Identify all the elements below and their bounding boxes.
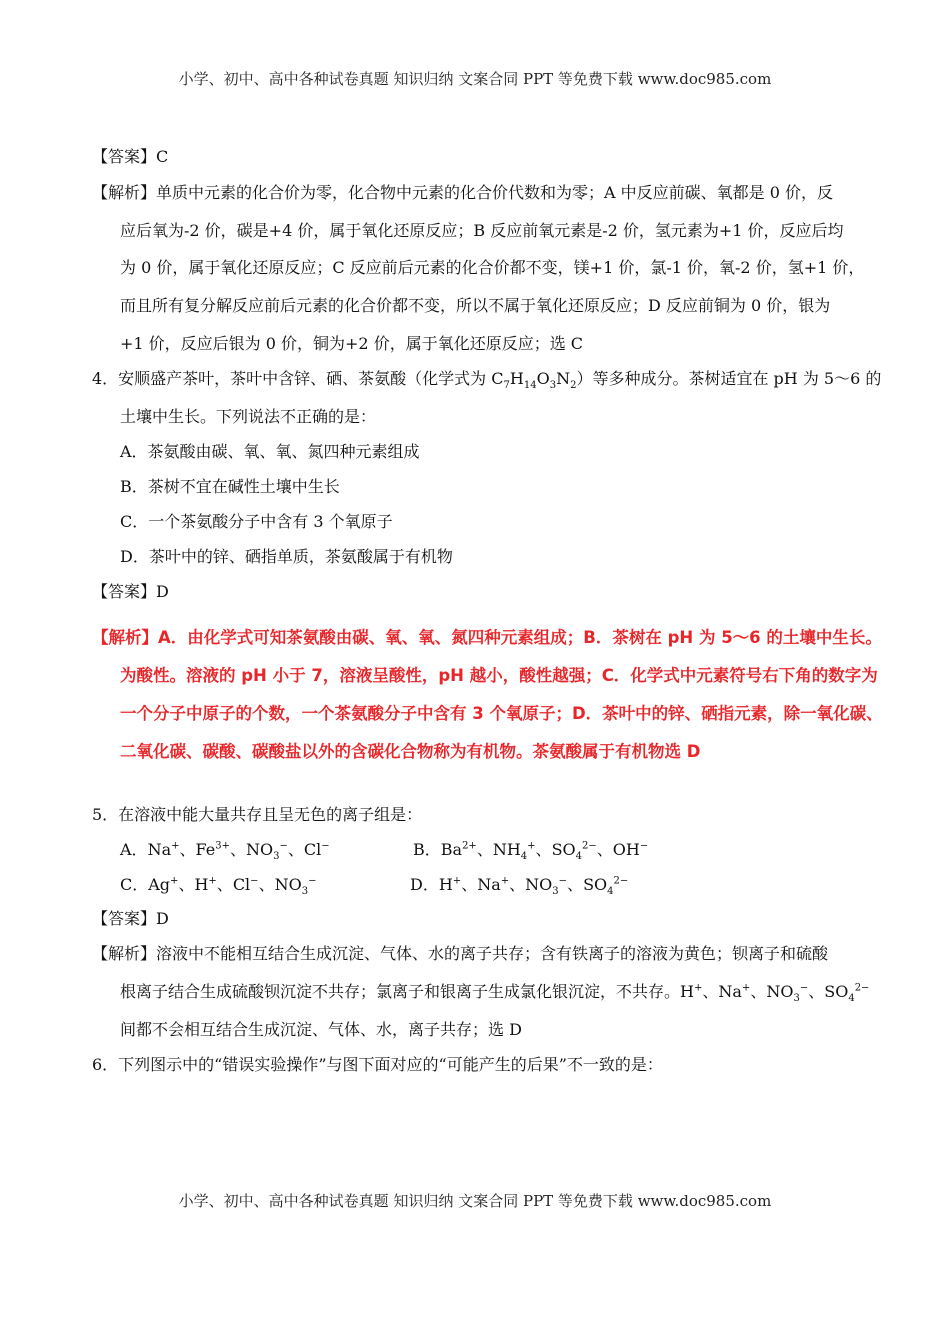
q4-analysis-line-3: 一个分子中原子的个数，一个茶氨酸分子中含有 3 个氧原子；D．茶叶中的锌、硒指元素，除一氧化碳、 [120, 704, 883, 723]
q3-analysis-line-2: 应后氧为-2 价，碳是+4 价，属于氧化还原反应；B 反应前氧元素是-2 价，氢元素为+1 价，反应后均 [120, 221, 844, 240]
q3-answer: 【答案】C [92, 147, 169, 166]
q4-option-c: C．一个茶氨酸分子中含有 3 个氧原子 [120, 512, 393, 531]
q5-analysis-line-2: 根离子结合生成硫酸钡沉淀不共存；氯离子和银离子生成氯化银沉淀，不共存。H+、Na+、$NO_3^-$、$SO_4^{2-}$ [120, 982, 870, 1005]
q3-analysis-line-1: 【解析】单质中元素的化合价为零，化合物中元素的化合价代数和为零；A 中反应前碳、氧都是 0 价，反 [92, 183, 833, 202]
q4-analysis-line-1: 【解析】A．由化学式可知茶氨酸由碳、氧、氧、氮四种元素组成；B．茶树在 pH 为 5～6 的土壤中生长。 [92, 628, 882, 647]
q3-analysis-line-4: 而且所有复分解反应前后元素的化合价都不变，所以不属于氧化还原反应；D 反应前铜为 0 价，银为 [120, 296, 831, 315]
q5-option-c: C．Ag+、H+、Cl−、$NO_3^-$ [120, 875, 317, 898]
q4-analysis-line-4: 二氧化碳、碳酸、碳酸盐以外的含碳化合物称为有机物。茶氨酸属于有机物选 D [120, 742, 701, 761]
q4-option-a: A．茶氨酸由碳、氧、氧、氮四种元素组成 [120, 442, 420, 461]
q4-stem-line-2: 土壤中生长。下列说法不正确的是： [120, 407, 377, 426]
page-footer: 小学、初中、高中各种试卷真题 知识归纳 文案合同 PPT 等免费下载 www.doc985.com [178, 1192, 772, 1210]
q4-stem-line-1: 4．安顺盛产茶叶，茶叶中含锌、硒、茶氨酸（化学式为 $C_7H_{14}O_3N_2$）等多种成分。茶树适宜在 pH 为 5～6 的 [92, 369, 882, 392]
q3-analysis-line-5: +1 价，反应后银为 0 价，铜为+2 价，属于氧化还原反应；选 C [120, 334, 584, 353]
q5-stem: 5．在溶液中能大量共存且呈无色的离子组是： [92, 805, 423, 824]
q5-analysis-line-1: 【解析】溶液中不能相互结合生成沉淀、气体、水的离子共存；含有铁离子的溶液为黄色；钡离子和硫酸 [92, 944, 829, 963]
q4-option-d: D．茶叶中的锌、硒指单质，茶氨酸属于有机物 [120, 547, 453, 566]
q5-option-d: D．H+、Na+、$NO_3^-$、$SO_4^{2-}$ [410, 875, 629, 898]
q5-option-b: B．$Ba^{2+}$、$NH_4^+$、$SO_4^{2-}$、OH− [413, 840, 649, 863]
q4-analysis-line-2: 为酸性。溶液的 pH 小于 7，溶液呈酸性，pH 越小，酸性越强；C．化学式中元素符号右下角的数字为 [120, 666, 878, 685]
q4-answer: 【答案】D [92, 582, 169, 601]
q4-option-b: B．茶树不宜在碱性土壤中生长 [120, 477, 340, 496]
q6-stem: 6．下列图示中的“错误实验操作”与图下面对应的“可能产生的后果”不一致的是： [92, 1055, 663, 1074]
q5-answer: 【答案】D [92, 909, 169, 928]
q5-option-a: A．Na+、$Fe^{3+}$、$NO_3^-$、Cl− [120, 840, 330, 863]
theanine-formula: $C_7H_{14}O_3N_2$ [491, 369, 577, 392]
q5-analysis-line-3: 间都不会相互结合生成沉淀、气体、水，离子共存；选 D [120, 1020, 522, 1039]
page-header: 小学、初中、高中各种试卷真题 知识归纳 文案合同 PPT 等免费下载 www.doc985.com [178, 70, 772, 88]
q3-analysis-line-3: 为 0 价，属于氧化还原反应；C 反应前后元素的化合价都不变，镁+1 价，氯-1 价，氧-2 价，氢+1 价， [120, 258, 865, 277]
